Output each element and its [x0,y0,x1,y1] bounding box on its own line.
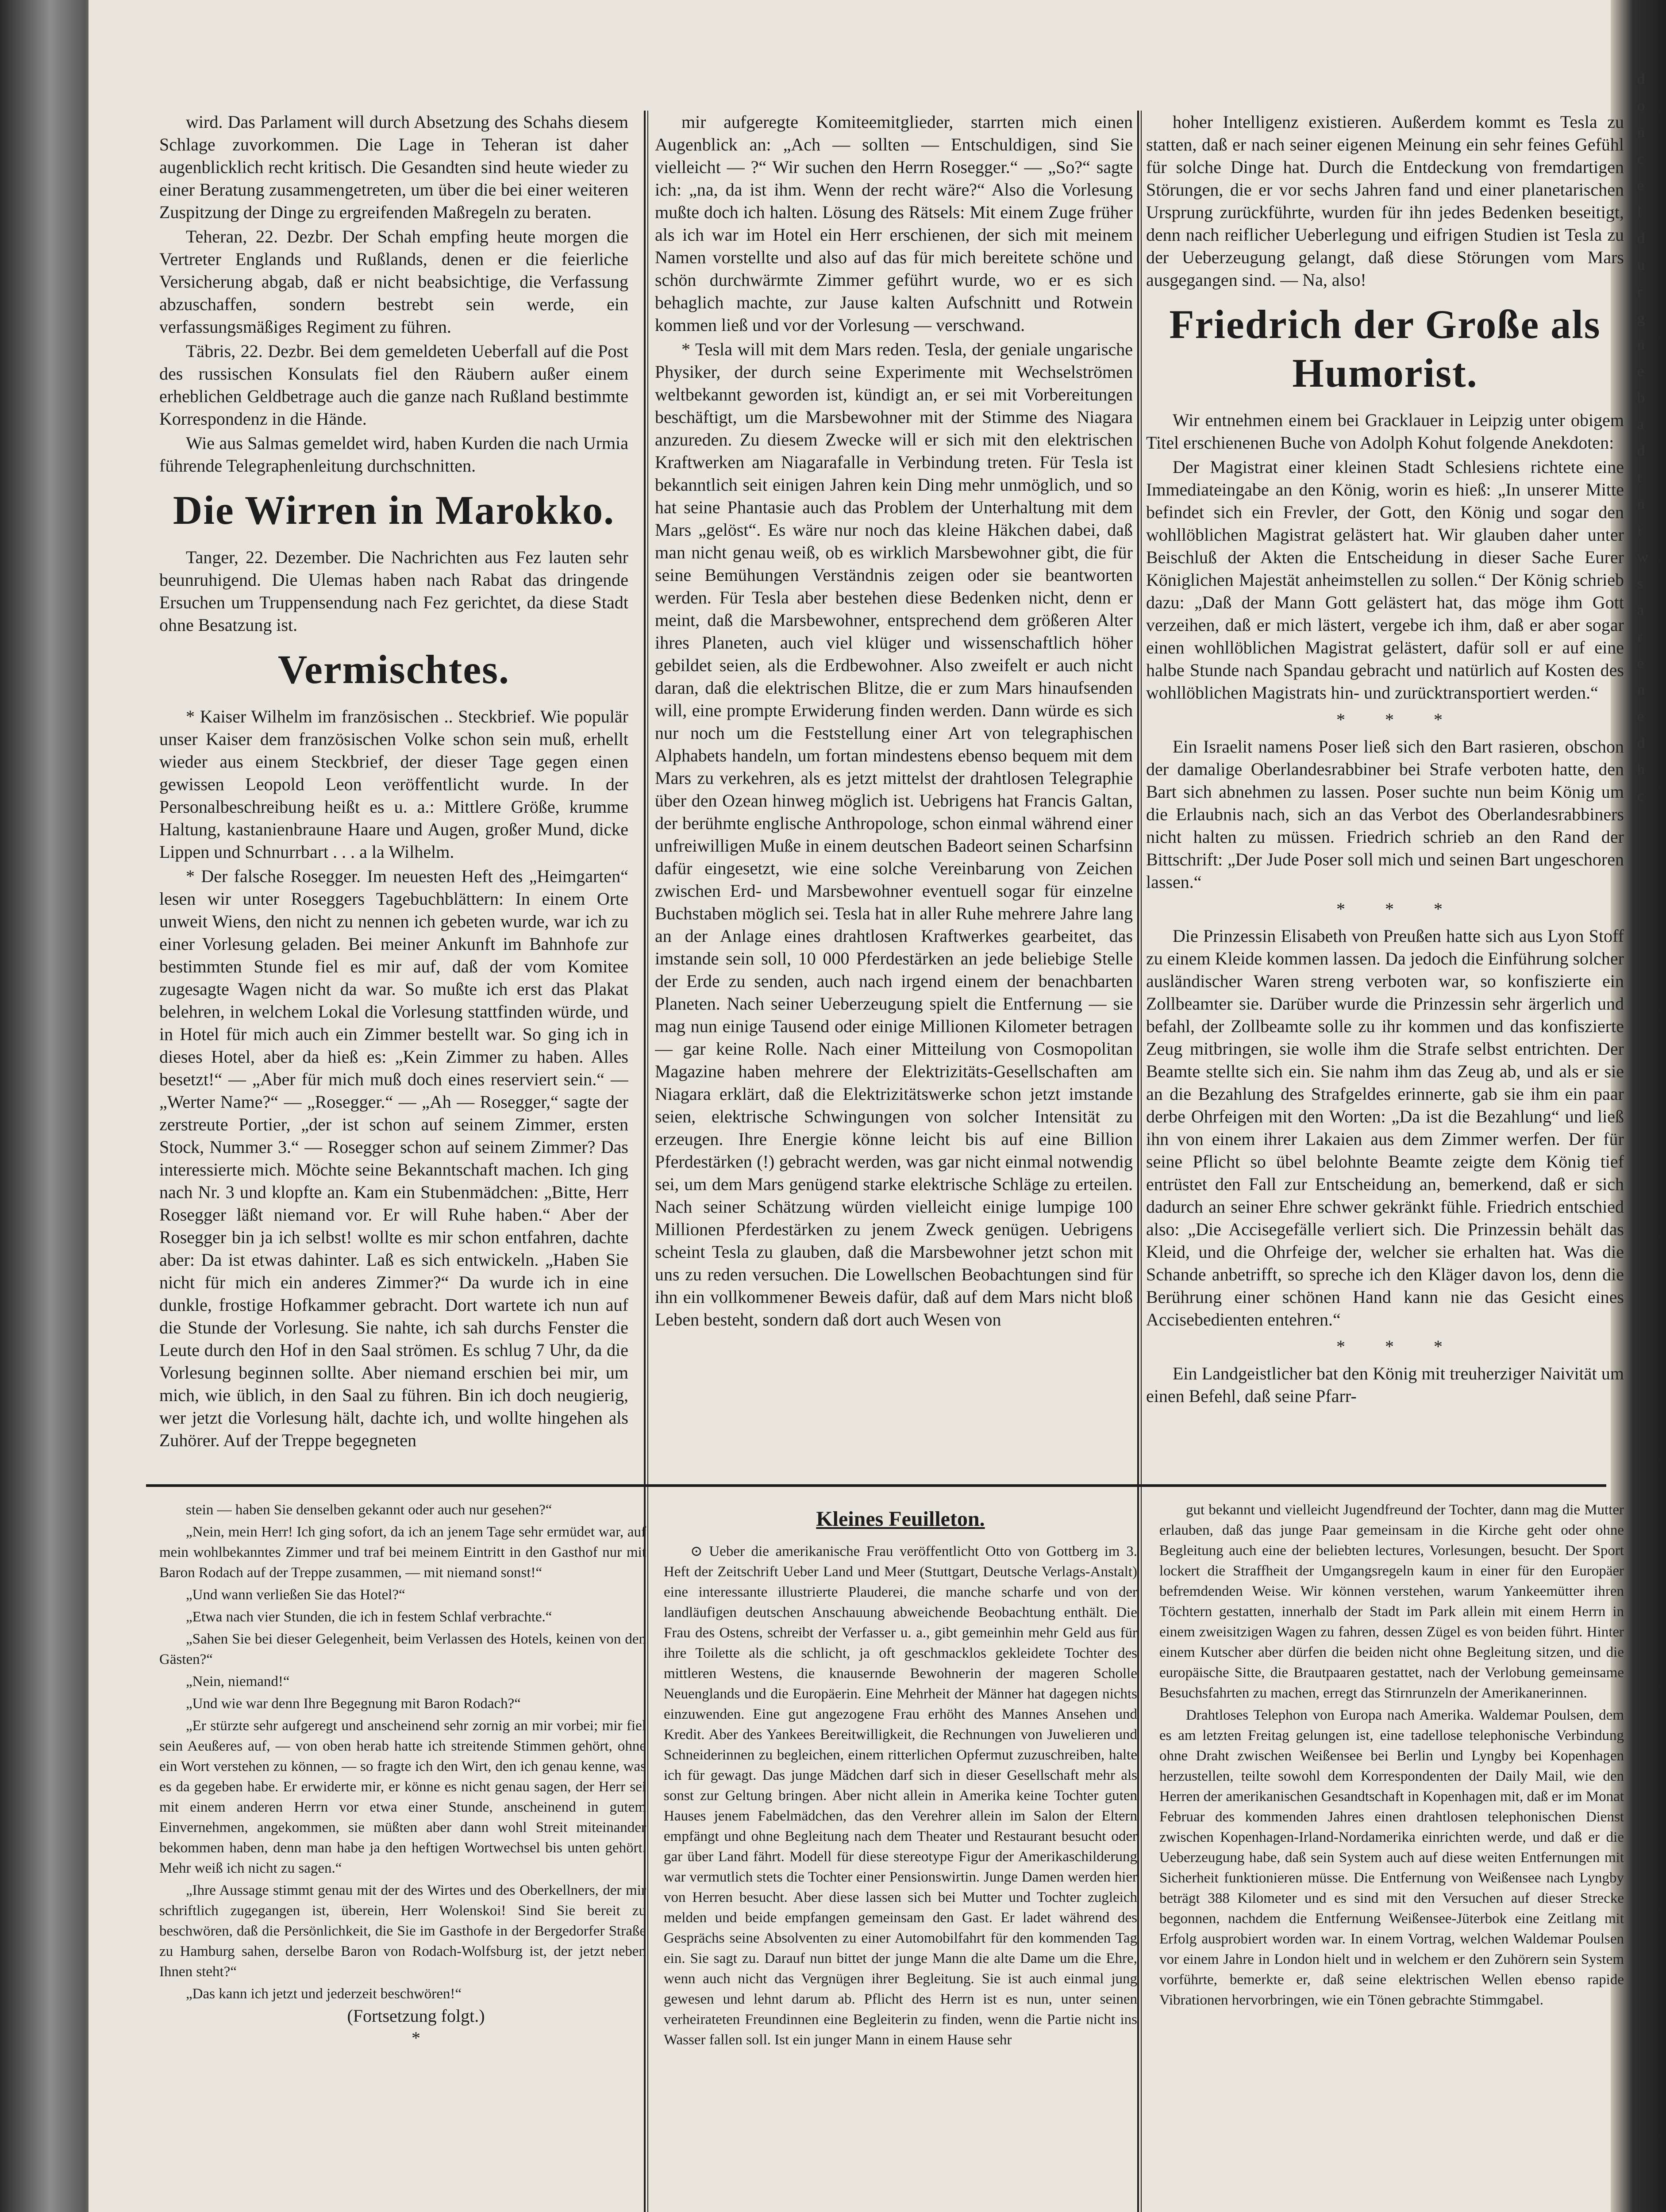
paragraph: mir aufgeregte Komiteemitglieder, starrten mich einen Augenblick an: „Ach — sollten — Entschuldigen, sind Sie vielleicht — ?“ Wir suchen den Herrn Rosegger.“ — „So?“ sagte ich: „na, da ist ihm. Wenn der recht wäre?“ Also die Vorlesung mußte doch ich halten. Lösung des Rätsels: Mit einem Zuge früher als ich war im Hotel ein Herr erschienen, der sich mit meinem Namen vorstellte und also auf das für mich bereitete schöne und schön durchwärmte Zimmer geführt wurde, wo er es sich behaglich machte, zur Jause kalten Aufschnitt und Rotwein kommen ließ und vor der Vorlesung — verschwand. [655,112,1133,335]
section-divider [146,1484,1606,1487]
paragraph: Drahtloses Telephon von Europa nach Amerika. Waldemar Poulsen, dem es am letzten Freitag gelungen ist, eine tadellose telephonische Verbindung ohne Draht zwischen Weißensee bei Berlin und Lyngby bei Kopenhagen herzustellen, teilte sowohl dem Korrespondenten der Daily Mail, wie den Herren der amerikanischen Gesandtschaft in Kopenhagen mit, daß er im Monat Februar des kommenden Jahres einen drahtlosen telephonischen Dienst zwischen Kopenhagen-Irland-Nordamerika einrichten werde, und daß er die Ueberzeugung habe, daß sein System auch auf diese weiten Entfernungen mit Sicherheit funktionieren müsse. Die Entfernung von Weißensee nach Lyngby beträgt 388 Kilometer und es sind mit den Versuchen auf dieser Strecke begonnen, nachdem die Entfernung Weißensee-Jüterbok eine Zeitlang mit Erfolg ausprobiert worden war. In einem Vortrag, welchen Waldemar Poulsen vor einem Jahre in London hielt und in welchem er den Zuhörern sein System vorführte, bemerkte er, daß seine elektrischen Wellen ebenso rapide Vibrationen hervorbringen, wie ein Tönen gebrachte Stimmgabel. [1159,1707,1624,2008]
column-rule [647,111,648,2212]
column-3-upper [1146,111,1624,1451]
section-separator: * * * [1336,1336,1460,1356]
column-rule [1137,111,1139,2212]
column-3-lower-feuilleton [1159,1500,1624,2208]
paragraph: wird. Das Parlament will durch Absetzung des Schahs diesem Schlage zuvorkommen. Die Lage in Teheran ist daher augenblicklich recht kritisch. Die Gesandten sind heute wieder zu einer Beratung zusammengetreten, um über die bei einer weiteren Zuspitzung der Dinge zu ergreifenden Maßregeln zu beraten. [159,112,628,222]
paragraph: Ein Landgeistlicher bat den König mit treuherziger Naivität um einen Befehl, daß seine Pfarr- [1146,1363,1624,1406]
adjacent-page-fragment: d o n c e l d u r g n e b a d t n i w s a r e n e d h c [1637,71,1648,804]
column-2-upper [655,111,1133,1451]
paragraph: „Er stürzte sehr aufgeregt und anscheinend sehr zornig an mir vorbei; mir fiel sein Aeußeres auf, — von oben herab hatte ich streitende Stimmen gehört, ohne ein Wort verstehen zu können, — so fragte ich den Wirt, den ich genau kenne, was es da gegeben habe. Er erwiderte mir, er könne es nicht genau sagen, der Herr sei mit einem anderen Herrn vor etwa einer Stunde, anscheinend in gutem Einvernehmen, angekommen, sie müßten aber dann wohl Streit miteinander bekommen haben, denn man habe ja den heftigen Wortwechsel bis unten gehört. Mehr weiß ich nicht zu sagen.“ [159,1718,646,1876]
paragraph: „Nein, niemand!“ [186,1674,290,1690]
column-1-lower-serial [159,1500,646,2208]
section-separator: * * * [1336,710,1460,730]
paragraph: Täbris, 22. Dezbr. Bei dem gemeldeten Ueberfall auf die Post des russischen Konsulats fiel den Räubern außer einem erheblichen Geldbetrage auch die ganze nach Rußland bestimmte Korrespondenz in die Hände. [159,341,628,429]
continuation-note: * [412,2028,420,2048]
paragraph: * Der falsche Rosegger. Im neuesten Heft des „Heimgarten“ lesen wir unter Roseggers Tagebuchblättern: In einem Orte unweit Wiens, den nicht zu nennen ich gebeten wurde, war ich zu einer Vorlesung geladen. Bei meiner Ankunft im Bahnhofe zur bestimmten Stunde fiel es mir auf, daß der vom Komitee zugesagte Wagen nicht da war. So mußte ich erst das Plakat belehren, in welchem Lokal die Vorlesung stattfinden würde, und in Hotel für mich auch ein Zimmer bestellt war. So ging ich in dieses Hotel, aber da hieß es: „Kein Zimmer zu haben. Alles besetzt!“ — „Aber für mich muß doch eines reserviert sein.“ — „Werter Name?“ — „Rosegger.“ — „Ah — Rosegger,“ sagte der zerstreute Portier, „der ist schon auf seinem Zimmer, ersten Stock, Nummer 3.“ — Rosegger schon auf seinem Zimmer? Das interessierte mich. Möchte seine Bekanntschaft machen. Ich ging nach Nr. 3 und klopfte an. Kam ein Stubenmädchen: „Bitte, Herr Rosegger läßt niemand vor. Er will Ruhe haben.“ Aber der Rosegger bin ja ich selbst! wollte es mir schon entfahren, dachte aber: Da ist etwas dahinter. Laß es sich entwickeln. „Haben Sie nicht für mich ein anderes Zimmer?“ Da wurde ich in eine dunkle, frostige Hofkammer gebracht. Dort wartete ich nun auf die Stunde der Vorlesung. Sie nahte, ich sah durchs Fenster die Leute durch den Hof in den Saal strömen. Es schlug 7 Uhr, da die Vorlesung beginnen sollte. Aber niemand erschien bei mir, um mich, wie üblich, in den Saal zu führen. Bin ich doch neugierig, wer jetzt die Vorlesung hält, dachte ich, und wollte hingehen als Zuhörer. Auf der Treppe begegneten [159,866,628,1450]
paragraph: Wir entnehmen einem bei Gracklauer in Leipzig unter obigem Titel erschienenen Buche von Adolph Kohut folgende Anekdoten: [1146,410,1624,453]
paragraph: * Kaiser Wilhelm im französischen .. Steckbrief. Wie populär unser Kaiser dem französischen Volke schon sein muß, erhellt wieder aus einem Steckbrief, der dieser Tage gegen einen gewissen Leopold Leon veröffentlicht wurde. In der Personalbeschreibung heißt es u. a.: Mittlere Größe, krumme Haltung, kastanienbraune Haare und Augen, großer Mund, dicke Lippen und Schnurrbart . . . a la Wilhelm. [159,707,628,862]
continuation-note: (Fortsetzung folgt.) [347,2006,485,2026]
column-2-lower-feuilleton [664,1500,1137,2208]
paragraph: Wie aus Salmas gemeldet wird, haben Kurden die nach Urmia führende Telegraphenleitung durchschnitten. [159,433,628,476]
column-1-upper [159,111,628,1451]
paragraph: Der Magistrat einer kleinen Stadt Schlesiens richtete eine Immediateingabe an den König, worin es hieß: „In unserer Mitte befindet sich ein Frevler, der Gott, den König und sogar den wohllöblichen Magistrat gelästert hat. Wir glauben daher unter Beischluß der Akten die Entscheidung in dieser Sache Eurer Königlichen Majestät anheimstellen zu sollen.“ Der König schrieb dazu: „Daß der Mann Gott gelästert hat, das möge ihm Gott verzeihen, daß er mich lästert, vergebe ich ihm, daß er aber sogar einen wohllöblichen Magistrat gelästert, dafür soll er auf eine halbe Stunde nach Spandau gebracht und natürlich auf Kosten des wohllöblichen Magistrats hin- und zurücktransportiert werden.“ [1146,457,1624,703]
book-edge [0,0,84,2212]
paragraph: „Nein, mein Herr! Ich ging sofort, da ich an jenem Tage sehr ermüdet war, auf mein wohlbekanntes Zimmer und traf bei meinem Eintritt in den Gasthof nur mit Baron Rodach auf der Treppe zusammen, — mit niemand sonst!“ [159,1524,646,1581]
paragraph: „Und wann verließen Sie das Hotel?“ [186,1587,405,1603]
paragraph: Die Prinzessin Elisabeth von Preußen hatte sich aus Lyon Stoff zu einem Kleide kommen lassen. Da jedoch die Einführung solcher ausländischer Waren streng verboten war, so konfiszierte ein Zollbeamter sie. Darüber wurde die Prinzessin sehr ärgerlich und befahl, der Zollbeamte solle zu ihr kommen und das konfiszierte Zeug mitbringen, sie wolle ihm die Strafe selbst entrichten. Der Beamte stellte sich ein. Sie nahm ihm das Zeug ab, und als er sie an die Bezahlung des Strafgeldes erinnerte, gab sie ihm ein paar derbe Ohrfeigen mit den Worten: „Da ist die Bezahlung“ und ließ ihn von einem ihrer Lakaien aus dem Zimmer werfen. Der für seine Pflicht so übel belohnte Beamte zeigte dem König tief entrüstet den Fall zur Entscheidung an, bemerkend, daß er sich dadurch an seiner Ehre schwer gekränkt fühle. Friedrich entschied also: „Die Accisegefälle verliert sich. Die Prinzessin behält das Kleid, und die Ohrfeige der, welcher sie erhalten hat. Was die Schande anbetrifft, so spreche ich den Kläger davon los, denn die Berührung einer schönen Hand kann nie das Gesicht eines Accisebedienten entehren.“ [1146,926,1624,1329]
section-heading: Die Wirren in Marokko. [173,488,615,533]
paragraph: „Und wie war denn Ihre Begegnung mit Baron Rodach?“ [186,1696,521,1712]
paragraph: „Etwa nach vier Stunden, die ich in festem Schlaf verbrachte.“ [186,1609,552,1625]
paragraph: Teheran, 22. Dezbr. Der Schah empfing heute morgen die Vertreter Englands und Rußlands, denen er die feierliche Versicherung abgab, daß er nicht beabsichtige, die Verfassung abzuschaffen, sondern bestrebt sein werde, ein verfassungsmäßiges Regiment zu führen. [159,227,628,337]
paragraph: „Das kann ich jetzt und jederzeit beschwören!“ [186,1986,462,2002]
paragraph: „Sahen Sie bei dieser Gelegenheit, beim Verlassen des Hotels, keinen von den Gästen?“ [159,1631,646,1667]
section-heading: Vermischtes. [278,647,510,692]
paragraph: ⊙ Ueber die amerikanische Frau veröffentlicht Otto von Gottberg im 3. Heft der Zeitschrift Ueber Land und Meer (Stuttgart, Deutsche Verlags-Anstalt) eine interessante illustrierte Plauderei, die manche scharfe und von der landläufigen deutschen Anschauung abweichende Beobachtung enthält. Die Frau des Ostens, schreibt der Verfasser u. a., gibt gemeinhin mehr Geld aus für ihre Toilette als die schlicht, ja oft geschmacklos gekleidete Tochter des mittleren Westens, die knausernde Bewohnerin der mageren Scholle Neuenglands und die Europäerin. Eine Mehrheit der Männer hat dagegen nichts einzuwenden. Eine gut angezogene Frau erhöht des Mannes Ansehen und Kredit. Aber des Yankees Bereitwilligkeit, die Rechnungen von Juwelieren und Schneiderinnen zu begleichen, einem ritterlichen Opfermut zuzuschreiben, halte ich für gewagt. Das junge Mädchen darf sich in dieser Gesellschaft mehr als sonst zur Geltung bringen. Aber nicht allein in Amerika keine Tochter guten Hauses jenem Fabelmädchen, das den Verehrer allein im Salon der Eltern empfängt und ohne Begleitung nach dem Theater und Restaurant besucht oder gar über Land fährt. Modell für diese stereotype Figur der Amerikaschilderung war vermutlich stets die Tochter einer Pensionswirtin. Junge Damen werden hier von Herren besucht. Aber diese lassen sich bei Mutter und Tochter zugleich melden und beide empfangen gemeinsam den Gast. Er ladet während des Gesprächs seine Absolventen zu einer Automobilfahrt für den kommenden Tag ein. Sie sagt zu. Darauf nun bittet der junge Mann die alte Dame um die Ehre, wenn auch nicht das Vergnügen ihrer Begleitung. Sie ist auch einmal jung gewesen und lehnt darum ab. Pflicht des Herrn ist es nun, unter seinen verheirateten Freundinnen eine Begleiterin zu finden, wenn die Partie nicht ins Wasser fallen soll. Ist ein junger Mann in einem Hause sehr [664,1544,1137,2048]
section-heading: Kleines Feuilleton. [816,1507,985,1531]
paragraph: Ein Israelit namens Poser ließ sich den Bart rasieren, obschon der damalige Oberlandesrabbiner bei Strafe verboten hatte, den Bart sich abnehmen zu lassen. Poser suchte nun beim König um die Erlaubnis nach, sich an das Verbot des Oberlandesrabbiners nicht halten zu müssen. Friedrich schrieb an den Rand der Bittschrift: „Der Jude Poser soll mich und seinen Bart ungeschoren lassen.“ [1146,737,1624,892]
column-rule [1141,111,1142,2212]
paragraph: Tanger, 22. Dezember. Die Nachrichten aus Fez lauten sehr beunruhigend. Die Ulemas haben nach Rabat das dringende Ersuchen um Truppensendung nach Fez gerichtet, da diese Stadt ohne Besatzung ist. [159,547,628,635]
section-heading: Friedrich der Große als Humorist. [1169,302,1601,396]
paragraph: „Ihre Aussage stimmt genau mit der des Wirtes und des Oberkellners, der mir schriftlich zugegangen ist, überein, Herr Wolenskoi! Sind Sie bereit zu beschwören, daß die Persönlichkeit, die Sie im Gasthofe in der Bergedorfer Straße zu Hamburg sahen, derselbe Baron von Rodach-Wolfsburg ist, der jetzt neben Ihnen steht?“ [159,1882,646,1980]
paragraph: stein — haben Sie denselben gekannt oder auch nur gesehen?“ [186,1502,552,1518]
paragraph: hoher Intelligenz existieren. Außerdem kommt es Tesla zu statten, daß er nach seiner eigenen Meinung ein sehr feines Gefühl für solche Dinge hat. Durch die Entdeckung von fremdartigen Störungen, die er vor sechs Jahren fand und einer planetarischen Ursprung zurückführte, wurden für ihn jedes Bedenken beseitigt, denn nach reiflicher Ueberlegung und eifrigen Studien ist Tesla zu der Ueberzeugung gelangt, daß diese Störungen vom Mars ausgegangen sind. — Na, also! [1146,112,1624,290]
section-separator: * * * [1336,899,1460,919]
paragraph: * Tesla will mit dem Mars reden. Tesla, der geniale ungarische Physiker, der durch seine Experimente mit Wechselströmen weltbekannt geworden ist, kündigt an, er sei mit Vorbereitungen beschäftigt, um die Marsbewohner mit der Stimme des Niagara anzureden. Zu diesem Zwecke will er sich mit den elektrischen Kraftwerken am Niagarafalle in Verbindung treten. Für Tesla ist bekanntlich seit einigen Jahren kein Ding mehr unmöglich, und so hat seine Phantasie auch das Problem der Unterhaltung mit dem Mars „gelöst“. Es wäre nur noch das kleine Häkchen dabei, daß man nicht genau weiß, ob es wirklich Marsbewohner gibt, die für seine Bemühungen Verständnis zeigen oder sie beantworten werden. Für Tesla aber bestehen diese Bedenken nicht, denn er meint, daß die Marsbewohner, entsprechend dem größeren Alter ihres Planeten, auch viel klüger und wissenschaftlich höher gebildet seien, als die Erdbewohner. Also zweifelt er auch nicht daran, daß die elektrischen Blitze, die er zum Mars hinaufsenden will, eine prompte Erwiderung finden werden. Dann würde es sich nur noch um die Feststellung einer Art von telegraphischen Alphabets handeln, um fortan mindestens ebenso bequem mit dem Mars zu verkehren, als es jetzt mittelst der drahtlosen Telegraphie über den Ozean hinweg möglich ist. Uebrigens hat Francis Galtan, der berühmte englische Anthropologe, schon einmal während einer unfreiwilligen Muße in einem deutschen Badeort seinen Scharfsinn dafür eingesetzt, wie eine solche Vereinbarung von Zeichen zwischen Erd- und Marsbewohner eventuell sogar für einzelne Buchstaben möglich sei. Tesla hat in aller Ruhe mehrere Jahre lang an der Anlage eines drahtlosen Kraftwerkes gearbeitet, das imstande sein soll, 10 000 Pferdestärken an jede beliebige Stelle der Erde zu senden, auch nach irgend einem der benachbarten Planeten. Nach seiner Ueberzeugung spielt die Entfernung — sie mag nun einige Tausend oder einige Millionen Kilometer betragen — gar keine Rolle. Nach einer Mitteilung von Cosmopolitan Magazine haben mehrere der Elektrizitäts-Gesellschaften am Niagara erklärt, daß die Elektrizitätswerke schon jetzt imstande seien, elektrische Schwingungen von solcher Intensität zu erzeugen. Ihre Energie könne leicht bis auf eine Billion Pferdestärken (!) gebracht werden, was gar nicht einmal notwendig sei, um dem Mars genügend starke elektrische Schläge zu erteilen. Nach seiner Schätzung würden vielleicht einige lumpige 100 Millionen Pferdestärken zu jenem Zweck genügen. Uebrigens scheint Tesla zu glauben, daß die Marsbewohner jetzt schon mit uns zu reden versuchen. Die Lowellschen Beobachtungen sind für ihn ein vollkommener Beweis dafür, daß auf dem Mars nicht bloß Leben besteht, sondern daß dort auch Wesen von [655,339,1133,1329]
paragraph: gut bekannt und vielleicht Jugendfreund der Tochter, dann mag die Mutter erlauben, daß das junge Paar gemeinsam in die Kirche geht oder ohne Begleitung auch eine der beliebten lectures, Vorlesungen, besucht. Der Sport lockert die Straffheit der Umgangsregeln kaum in einer für den Europäer befremdenden Weise. Wir können verstehen, warum Yankeemütter ihren Töchtern gestatten, innerhalb der Stadt im Park allein mit einem Herrn in einem zweisitzigen Wagen zu fahren, dessen Zügel es von beiden führt. Hinter einem Kutscher aber dürfen die beiden nicht ohne Begleitung sitzen, und die europäische Sitte, die Brautpaaren gestattet, nach der Verlobung gemeinsame Besuchsfahrten zu machen, erregt das Stirnrunzeln der Amerikanerinnen. [1159,1502,1624,1701]
